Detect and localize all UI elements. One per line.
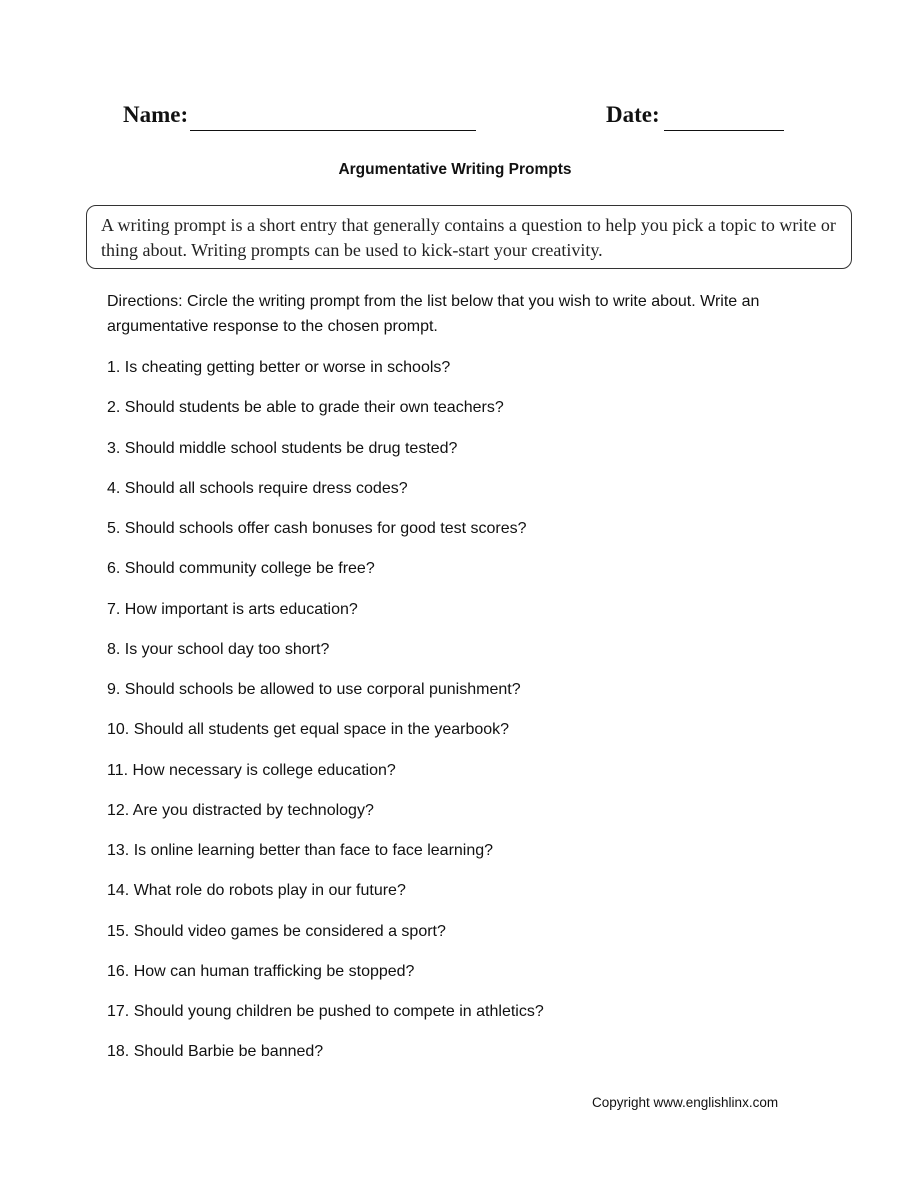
prompt-item[interactable]: 15. Should video games be considered a sport? bbox=[107, 922, 446, 940]
name-label: Name: bbox=[123, 102, 189, 127]
prompt-item[interactable]: 12. Are you distracted by technology? bbox=[107, 801, 374, 819]
date-label: Date: bbox=[606, 102, 660, 127]
prompt-item[interactable]: 4. Should all schools require dress codes? bbox=[107, 479, 408, 497]
prompt-item[interactable]: 10. Should all students get equal space in the yearbook? bbox=[107, 721, 510, 739]
name-blank-line[interactable] bbox=[190, 130, 476, 131]
prompt-item[interactable]: 1. Is cheating getting better or worse in schools? bbox=[107, 359, 451, 376]
prompt-item[interactable]: 6. Should community college be free? bbox=[107, 560, 375, 578]
prompt-item[interactable]: 11. How necessary is college education? bbox=[107, 761, 396, 779]
prompt-item[interactable]: 7. How important is arts education? bbox=[107, 600, 358, 618]
prompt-item[interactable]: 18. Should Barbie be banned? bbox=[107, 1043, 324, 1061]
header-row bbox=[0, 102, 910, 138]
prompt-list bbox=[107, 356, 827, 1081]
intro-box: A writing prompt is a short entry that generally contains a question to help you pick a topic to write or thing about. Writing prompts can be used to kick-start your creativity. bbox=[86, 205, 852, 269]
date-blank-line[interactable] bbox=[664, 130, 784, 131]
prompt-item[interactable]: 16. How can human trafficking be stopped? bbox=[107, 962, 415, 980]
prompt-item[interactable]: 14. What role do robots play in our future? bbox=[107, 882, 406, 900]
copyright-footer: Copyright www.englishlinx.com bbox=[592, 1095, 779, 1110]
prompt-item[interactable]: 8. Is your school day too short? bbox=[107, 640, 330, 658]
page-title: Argumentative Writing Prompts bbox=[338, 161, 572, 178]
prompt-item[interactable]: 3. Should middle school students be drug tested? bbox=[107, 439, 458, 457]
prompt-item[interactable]: 9. Should schools be allowed to use corporal punishment? bbox=[107, 681, 521, 698]
prompt-item[interactable]: 17. Should young children be pushed to compete in athletics? bbox=[107, 1003, 544, 1020]
prompt-item[interactable]: 13. Is online learning better than face to face learning? bbox=[107, 842, 494, 859]
directions-text: Directions: Circle the writing prompt from the list below that you wish to write about. Write an argumentative response to the chosen prompt. bbox=[107, 293, 760, 335]
prompt-item[interactable]: 2. Should students be able to grade their own teachers? bbox=[107, 399, 504, 417]
prompt-item[interactable]: 5. Should schools offer cash bonuses for good test scores? bbox=[107, 520, 527, 537]
